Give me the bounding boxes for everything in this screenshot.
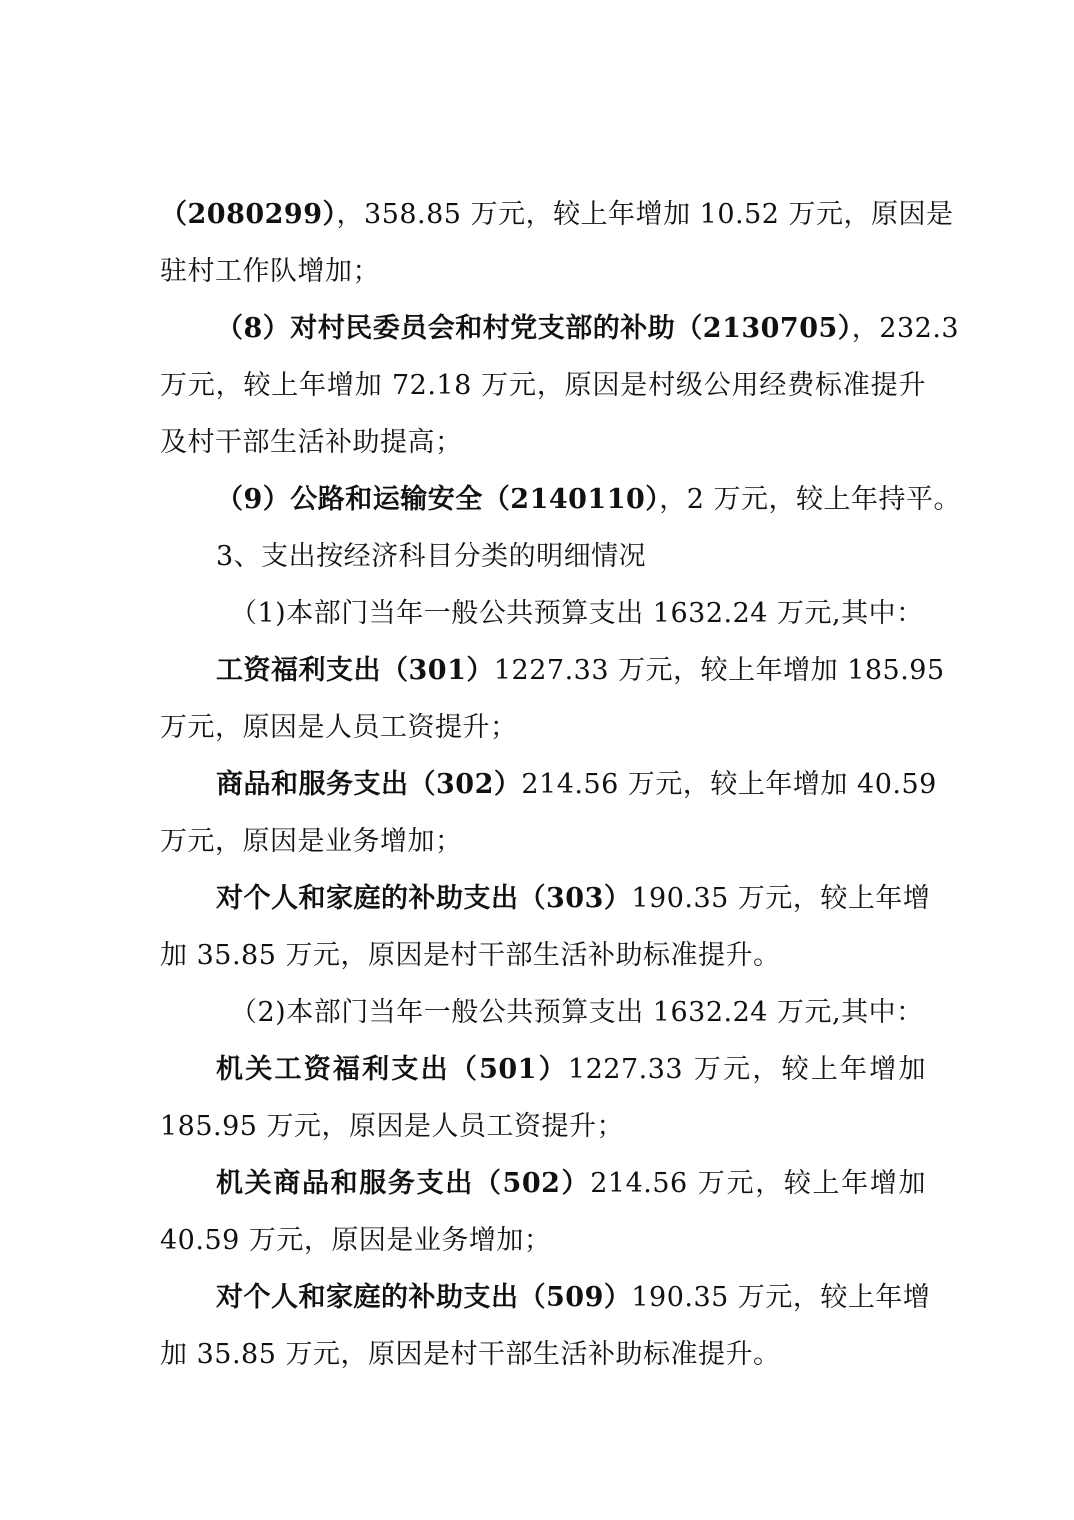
text-run: 万元，原因是人员工资提升； bbox=[160, 712, 518, 743]
text-run: 加 35.85 万元，原因是村干部生活补助标准提升。 bbox=[160, 1339, 781, 1370]
text-run: ，2 万元，较上年持平。 bbox=[659, 484, 962, 515]
item-heading: 商品和服务支出（302） bbox=[216, 769, 522, 800]
text-run: 1227.33 万元，较上年增加 185.95 bbox=[493, 655, 945, 686]
text-line bbox=[160, 414, 926, 471]
text-line bbox=[160, 1326, 926, 1383]
text-run: 万元，原因是业务增加； bbox=[160, 826, 463, 857]
section-heading bbox=[160, 528, 926, 585]
item-heading: （9）公路和运输安全（2140110） bbox=[216, 484, 660, 515]
text-line bbox=[160, 1098, 926, 1155]
text-line bbox=[160, 756, 937, 813]
text-run: 214.56 万元，较上年增加 bbox=[590, 1168, 927, 1199]
text-run: 万元，较上年增加 72.18 万元，原因是村级公用经费标准提升 bbox=[160, 370, 926, 401]
item-heading: 工资福利支出（301） bbox=[216, 655, 494, 686]
text-line bbox=[160, 1269, 931, 1326]
item-heading: （8）对村民委员会和村党支部的补助（2130705） bbox=[216, 313, 852, 344]
text-line bbox=[160, 357, 926, 414]
text-line bbox=[160, 300, 960, 357]
text-line bbox=[160, 642, 945, 699]
text-run: 190.35 万元，较上年增 bbox=[631, 883, 931, 914]
text-line bbox=[160, 1212, 926, 1269]
text-run: 40.59 万元，原因是业务增加； bbox=[160, 1225, 552, 1256]
item-heading: 机关商品和服务支出（502） bbox=[216, 1168, 591, 1199]
item-heading: 机关工资福利支出（501） bbox=[216, 1054, 568, 1085]
text-line bbox=[160, 186, 954, 243]
text-line bbox=[160, 813, 926, 870]
text-line bbox=[160, 699, 926, 756]
text-line bbox=[160, 471, 962, 528]
text-run: （2)本部门当年一般公共预算支出 1632.24 万元,其中： bbox=[230, 997, 924, 1028]
text-run: 3、支出按经济科目分类的明细情况 bbox=[216, 541, 647, 572]
document-page bbox=[160, 186, 962, 1383]
text-run: 185.95 万元，原因是人员工资提升； bbox=[160, 1111, 625, 1142]
text-run: 214.56 万元，较上年增加 40.59 bbox=[521, 769, 937, 800]
text-run: 及村干部生活补助提高； bbox=[160, 427, 463, 458]
text-run: 驻村工作队增加； bbox=[160, 256, 380, 287]
item-code: （2080299） bbox=[160, 199, 337, 230]
text-run: 1227.33 万元，较上年增加 bbox=[567, 1054, 927, 1085]
text-run: 190.35 万元，较上年增 bbox=[631, 1282, 931, 1313]
text-line bbox=[160, 1155, 926, 1212]
text-run: ，358.85 万元，较上年增加 10.52 万元，原因是 bbox=[336, 199, 954, 230]
text-line bbox=[160, 870, 931, 927]
text-line bbox=[160, 1041, 926, 1098]
text-run: ，232.3 bbox=[851, 313, 960, 344]
text-line bbox=[160, 984, 926, 1041]
text-line bbox=[160, 243, 926, 300]
text-line bbox=[160, 585, 926, 642]
text-line bbox=[160, 927, 926, 984]
item-heading: 对个人和家庭的补助支出（303） bbox=[216, 883, 632, 914]
text-run: （1)本部门当年一般公共预算支出 1632.24 万元,其中： bbox=[230, 598, 924, 629]
text-run: 加 35.85 万元，原因是村干部生活补助标准提升。 bbox=[160, 940, 781, 971]
item-heading: 对个人和家庭的补助支出（509） bbox=[216, 1282, 632, 1313]
